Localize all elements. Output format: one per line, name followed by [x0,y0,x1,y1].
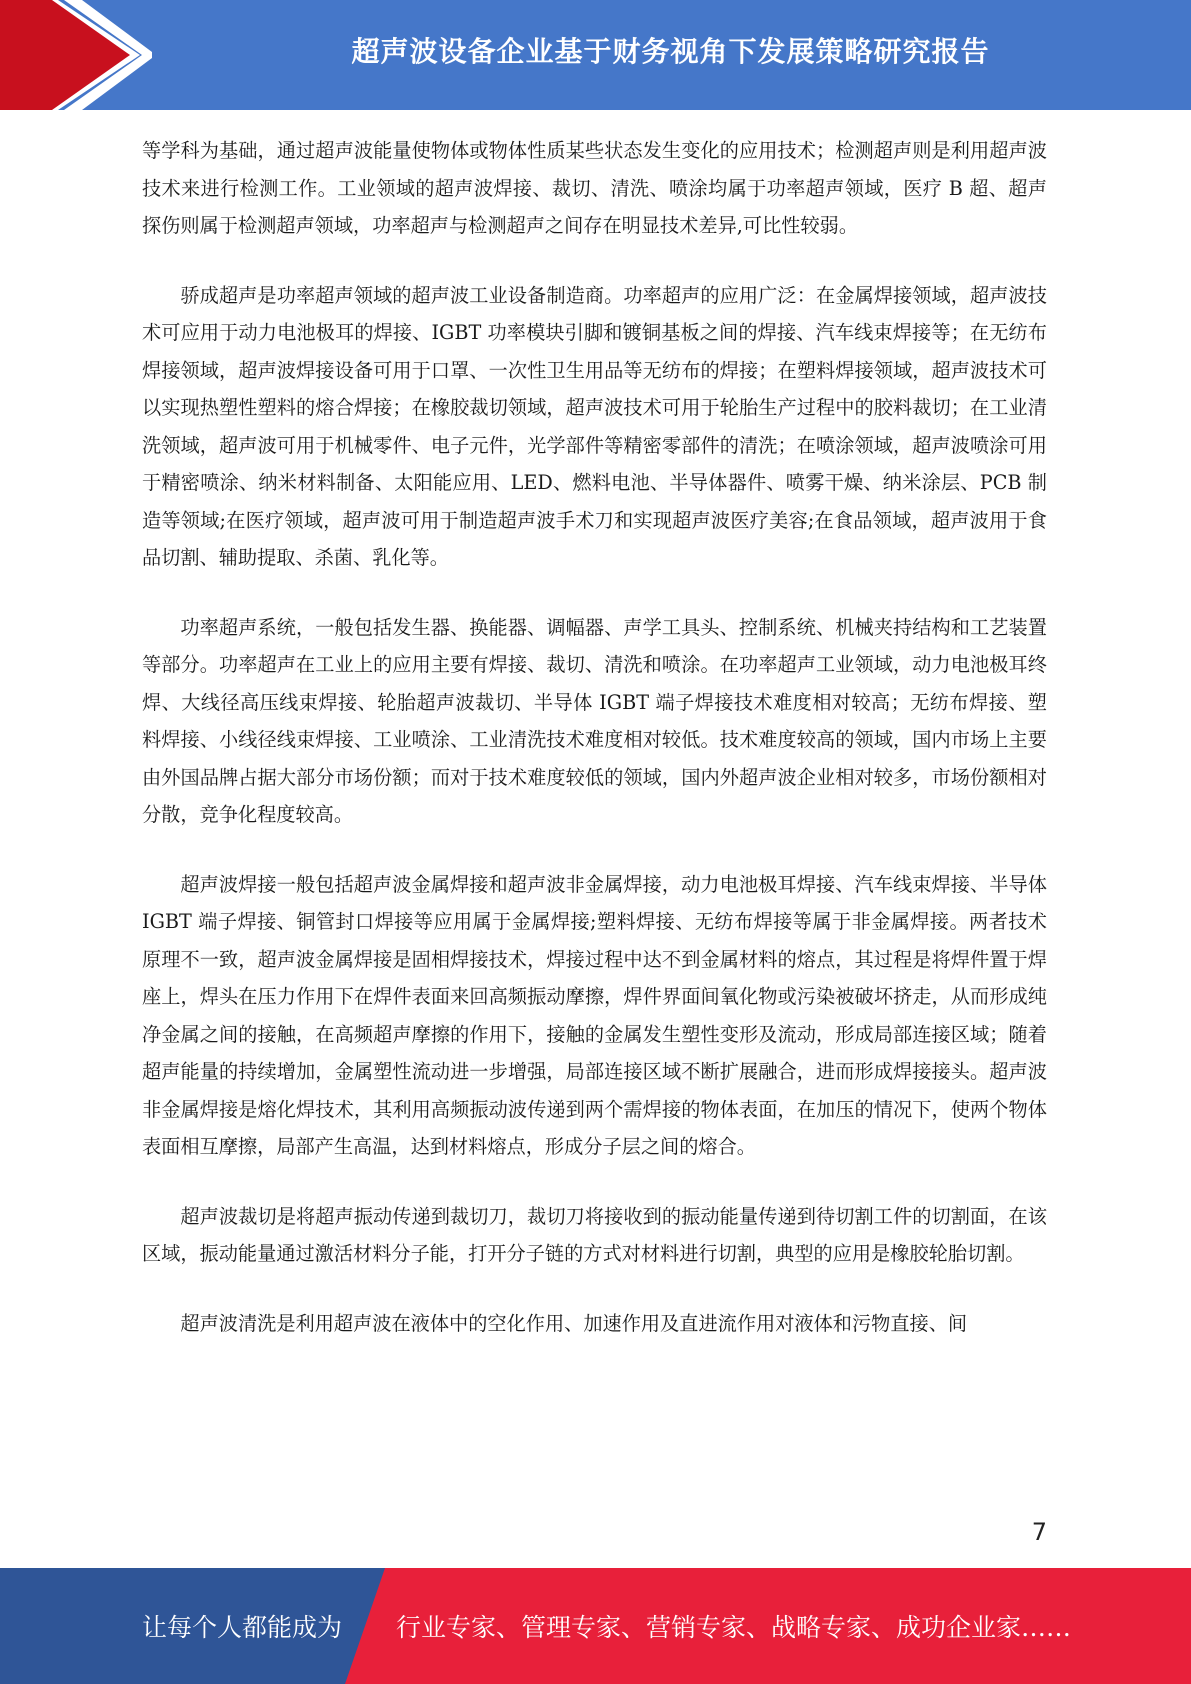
paragraph: 超声波焊接一般包括超声波金属焊接和超声波非金属焊接，动力电池极耳焊接、汽车线束焊接、半导体 IGBT 端子焊接、铜管封口焊接等应用属于金属焊接;塑料焊接、无纺布焊接等属于非金属焊接。两者技术原理不一致，超声波金属焊接是固相焊接技术，焊接过程中达不到金属材料的熔点，其过程是将焊件置于焊座上，焊头在压力作用下在焊件表面来回高频振动摩擦，焊件界面间氧化物或污染被破坏挤走，从而形成纯净金属之间的接触，在高频超声摩擦的作用下，接触的金属发生塑性变形及流动，形成局部连接区域；随着超声能量的持续增加，金属塑性流动进一步增强，局部连接区域不断扩展融合，进而形成焊接接头。超声波非金属焊接是熔化焊技术，其利用高频振动波传递到两个需焊接的物体表面，在加压的情况下，使两个物体表面相互摩擦，局部产生高温，达到材料熔点，形成分子层之间的熔合。 [142,872,1047,1158]
page-number: 7 [1031,1518,1047,1546]
page-header [0,0,1191,110]
footer-slogan-left: 让每个人都能成为 [142,1613,343,1642]
report-title: 超声波设备企业基于财务视角下发展策略研究报告 [351,35,990,68]
paragraph: 骄成超声是功率超声领域的超声波工业设备制造商。功率超声的应用广泛：在金属焊接领域，超声波技术可应用于动力电池极耳的焊接、IGBT 功率模块引脚和镀铜基板之间的焊接、汽车线束焊接等；在无纺布焊接领域，超声波焊接设备可用于口罩、一次性卫生用品等无纺布的焊接；在塑料焊接领域，超声波技术可以实现热塑性塑料的熔合焊接；在橡胶裁切领域，超声波技术可用于轮胎生产过程中的胶料裁切；在工业清洗领域，超声波可用于机械零件、电子元件，光学部件等精密零部件的清洗；在喷涂领域，超声波喷涂可用于精密喷涂、纳米材料制备、太阳能应用、LED、燃料电池、半导体器件、喷雾干燥、纳米涂层、PCB 制造等领域;在医疗领域，超声波可用于制造超声波手术刀和实现超声波医疗美容;在食品领域，超声波用于食品切割、辅助提取、杀菌、乳化等。 [142,283,1047,569]
paragraph: 超声波裁切是将超声振动传递到裁切刀，裁切刀将接收到的振动能量传递到待切割工件的切割面，在该区域，振动能量通过激活材料分子能，打开分子链的方式对材料进行切割，典型的应用是橡胶轮胎切割。 [142,1204,1047,1265]
page-footer [0,1568,1191,1684]
paragraph: 等学科为基础，通过超声波能量使物体或物体性质某些状态发生变化的应用技术；检测超声则是利用超声波技术来进行检测工作。工业领域的超声波焊接、裁切、清洗、喷涂均属于功率超声领域，医疗 B 超、超声探伤则属于检测超声领域，功率超声与检测超声之间存在明显技术差异,可比性较弱。 [142,139,1047,237]
paragraph: 功率超声系统，一般包括发生器、换能器、调幅器、声学工具头、控制系统、机械夹持结构和工艺装置等部分。功率超声在工业上的应用主要有焊接、裁切、清洗和喷涂。在功率超声工业领域，动力电池极耳终焊、大线径高压线束焊接、轮胎超声波裁切、半导体 IGBT 端子焊接技术难度相对较高；无纺布焊接、塑料焊接、小线径线束焊接、工业喷涂、工业清洗技术难度相对较低。技术难度较高的领域，国内市场上主要由外国品牌占据大部分市场份额；而对于技术难度较低的领域，国内外超声波企业相对较多，市场份额相对分散，竞争化程度较高。 [142,615,1047,826]
body-text [142,132,1047,1374]
header-chevron-decoration [0,0,160,110]
paragraph: 超声波清洗是利用超声波在液体中的空化作用、加速作用及直进流作用对液体和污物直接、间 [180,1311,968,1335]
footer-slogan-right: 行业专家、管理专家、营销专家、战略专家、成功企业家…… [396,1613,1072,1642]
